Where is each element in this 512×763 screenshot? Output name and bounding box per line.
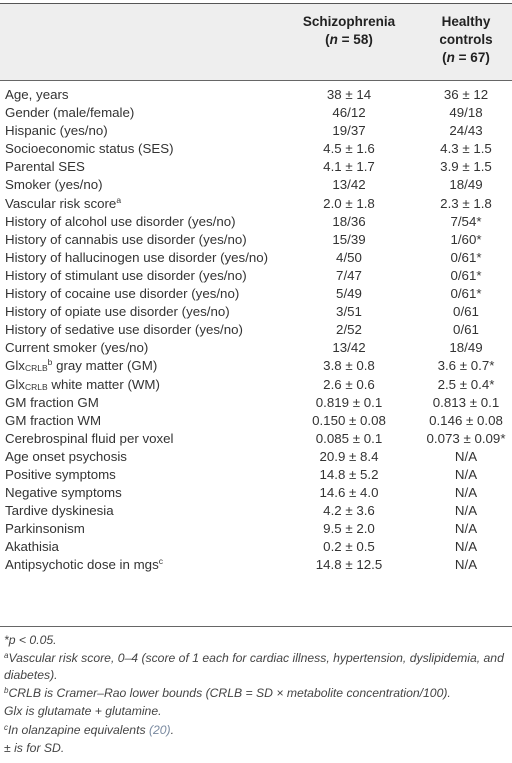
- table-row: [0, 267, 512, 285]
- table-row: [0, 376, 512, 394]
- row-label: Glx$_{CRLB}$ white matter (WM): [5, 376, 160, 392]
- cell-schizophrenia: 4.1 ± 1.7: [323, 159, 375, 175]
- table-row: [0, 303, 512, 321]
- cell-schizophrenia: 2/52: [336, 322, 362, 338]
- cell-schizophrenia: 9.5 ± 2.0: [323, 521, 375, 537]
- table-row: [0, 339, 512, 357]
- footnote-c: $^c$In olanzapine equivalents (20).: [4, 722, 175, 737]
- table-row: [0, 556, 512, 574]
- cell-schizophrenia: 2.6 ± 0.6: [323, 376, 375, 392]
- cell-schizophrenia: 0.085 ± 0.1: [315, 430, 383, 446]
- footnote-b: $^b$CRLB is Cramer–Rao lower bounds (CRLB = SD × metabolite concentration/100).: [4, 685, 451, 700]
- row-label: History of stimulant use disorder (yes/no): [5, 267, 247, 283]
- table-row: [0, 249, 512, 267]
- cell-schizophrenia: 38 ± 14: [326, 87, 372, 102]
- column-header-healthy-controls: [420, 13, 512, 67]
- header-rule: [0, 80, 512, 81]
- table-row: [0, 357, 512, 375]
- footnote-glx: Glx is glutamate + glutamine.: [4, 704, 162, 719]
- row-label: GM fraction GM: [5, 394, 99, 410]
- row-label: History of hallucinogen use disorder (yes/no): [5, 249, 269, 265]
- column-header-schizophrenia: [290, 13, 408, 49]
- column-n-schizophrenia: (n = 58): [325, 32, 373, 47]
- row-label: Vascular risk score$^a$: [5, 194, 122, 211]
- cell-healthy-controls: N/A: [454, 557, 478, 573]
- cell-schizophrenia: 4/50: [336, 249, 362, 265]
- table-row: [0, 176, 512, 194]
- column-title-healthy-line1: Healthy: [441, 14, 491, 29]
- cell-healthy-controls: 0.146 ± 0.08: [429, 412, 503, 428]
- table-bottom-rule: [0, 626, 512, 627]
- cell-healthy-controls: N/A: [454, 485, 478, 501]
- column-title-healthy-line2: controls: [439, 32, 493, 47]
- row-label: Antipsychotic dose in mgs$^c$: [5, 556, 163, 573]
- row-label: Tardive dyskinesia: [5, 503, 114, 519]
- table-row: [0, 538, 512, 556]
- cell-healthy-controls: N/A: [454, 448, 478, 464]
- table-footnotes: [4, 632, 509, 759]
- table-row: [0, 104, 512, 122]
- cell-healthy-controls: 3.9 ± 1.5: [440, 159, 492, 175]
- row-label: History of sedative use disorder (yes/no): [5, 322, 243, 338]
- cell-healthy-controls: 24/43: [449, 123, 483, 139]
- table-row: [0, 321, 512, 339]
- cell-schizophrenia: 18/36: [332, 213, 366, 229]
- cell-healthy-controls: 0.813 ± 0.1: [432, 394, 500, 410]
- cell-healthy-controls: 7/54*: [450, 213, 482, 229]
- row-label: Socioeconomic status (SES): [5, 141, 174, 157]
- cell-healthy-controls: 0/61*: [450, 286, 482, 302]
- row-label: Cerebrospinal fluid per voxel: [5, 430, 174, 446]
- cell-healthy-controls: 0/61: [453, 322, 479, 338]
- table-row: [0, 394, 512, 412]
- table-row: [0, 448, 512, 466]
- table-row: [0, 231, 512, 249]
- row-label: History of cannabis use disorder (yes/no): [5, 231, 247, 247]
- cell-healthy-controls: 49/18: [449, 105, 483, 121]
- row-label: Parkinsonism: [5, 521, 85, 537]
- table-row: [0, 430, 512, 448]
- cell-schizophrenia: 19/37: [332, 123, 366, 139]
- cell-schizophrenia: 46/12: [332, 105, 366, 121]
- cell-schizophrenia: 15/39: [332, 231, 366, 247]
- cell-schizophrenia: 14.6 ± 4.0: [319, 485, 379, 501]
- cell-healthy-controls: N/A: [454, 466, 478, 482]
- cell-schizophrenia: 13/42: [332, 340, 366, 356]
- table-row: [0, 285, 512, 303]
- cell-schizophrenia: 0.150 ± 0.08: [312, 412, 386, 428]
- row-label: History of cocaine use disorder (yes/no): [5, 286, 240, 302]
- row-label: Akathisia: [5, 539, 59, 555]
- row-label: Hispanic (yes/no): [5, 123, 108, 139]
- footnote-a: $^a$Vascular risk score, 0–4 (score of 1 each for cardiac illness, hypertension, dyslipidemia, and diabetes).: [4, 651, 504, 682]
- cell-schizophrenia: 14.8 ± 12.5: [315, 557, 383, 573]
- cell-schizophrenia: 20.9 ± 8.4: [319, 448, 379, 464]
- row-label: Age onset psychosis: [5, 448, 127, 464]
- row-label: Smoker (yes/no): [5, 177, 103, 193]
- table-row: [0, 195, 512, 213]
- cell-schizophrenia: 2.0 ± 1.8: [323, 195, 375, 211]
- cell-healthy-controls: N/A: [454, 539, 478, 555]
- cell-healthy-controls: 0/61*: [450, 267, 482, 283]
- cell-schizophrenia: 3/51: [336, 304, 362, 320]
- cell-healthy-controls: 0.073 ± 0.09*: [426, 430, 506, 446]
- footnote-p-value: *p < 0.05.: [4, 633, 57, 647]
- row-label: History of opiate use disorder (yes/no): [5, 304, 230, 320]
- cell-healthy-controls: 2.5 ± 0.4*: [437, 376, 495, 392]
- row-label: Positive symptoms: [5, 466, 116, 482]
- footnote-sd: ± is for SD.: [4, 741, 65, 756]
- cell-healthy-controls: 3.6 ± 0.7*: [437, 358, 495, 374]
- cell-schizophrenia: 7/47: [336, 267, 362, 283]
- cell-schizophrenia: 4.5 ± 1.6: [323, 141, 375, 157]
- cell-schizophrenia: 5/49: [336, 286, 362, 302]
- cell-schizophrenia: 14.8 ± 5.2: [319, 466, 379, 482]
- cell-healthy-controls: 4.3 ± 1.5: [440, 141, 492, 157]
- table-row: [0, 86, 512, 104]
- cell-schizophrenia: 4.2 ± 3.6: [323, 503, 375, 519]
- cell-healthy-controls: 18/49: [449, 177, 483, 193]
- cell-schizophrenia: 13/42: [332, 177, 366, 193]
- row-label: Negative symptoms: [5, 485, 122, 501]
- table-row: [0, 158, 512, 176]
- row-label: Parental SES: [5, 159, 85, 175]
- table-body: [0, 86, 512, 575]
- cell-healthy-controls: 36 ± 12: [443, 87, 489, 102]
- row-label: Glx$_{CRLB}^b$ gray matter (GM): [5, 357, 158, 374]
- table-row: [0, 466, 512, 484]
- table-row: [0, 213, 512, 231]
- cell-healthy-controls: 0/61*: [450, 249, 482, 265]
- cell-healthy-controls: N/A: [454, 503, 478, 519]
- cell-healthy-controls: 1/60*: [450, 231, 482, 247]
- table-row: [0, 412, 512, 430]
- table-row: [0, 520, 512, 538]
- reference-link-20[interactable]: (20): [148, 722, 171, 737]
- table-row: [0, 140, 512, 158]
- row-label: History of alcohol use disorder (yes/no): [5, 213, 236, 229]
- row-label: Current smoker (yes/no): [5, 340, 149, 356]
- table-row: [0, 484, 512, 502]
- table-row: [0, 502, 512, 520]
- cell-healthy-controls: 0/61: [453, 304, 479, 320]
- column-n-healthy: (n = 67): [442, 50, 490, 65]
- table-row: [0, 122, 512, 140]
- cell-schizophrenia: 0.819 ± 0.1: [315, 394, 383, 410]
- cell-schizophrenia: 3.8 ± 0.8: [323, 358, 375, 374]
- cell-schizophrenia: 0.2 ± 0.5: [323, 539, 375, 555]
- column-title-schizophrenia: Schizophrenia: [302, 14, 396, 29]
- cell-healthy-controls: 18/49: [449, 340, 483, 356]
- row-label: Gender (male/female): [5, 105, 135, 121]
- row-label: Age, years: [5, 87, 69, 102]
- cell-healthy-controls: 2.3 ± 1.8: [440, 195, 492, 211]
- cell-healthy-controls: N/A: [454, 521, 478, 537]
- row-label: GM fraction WM: [5, 412, 102, 428]
